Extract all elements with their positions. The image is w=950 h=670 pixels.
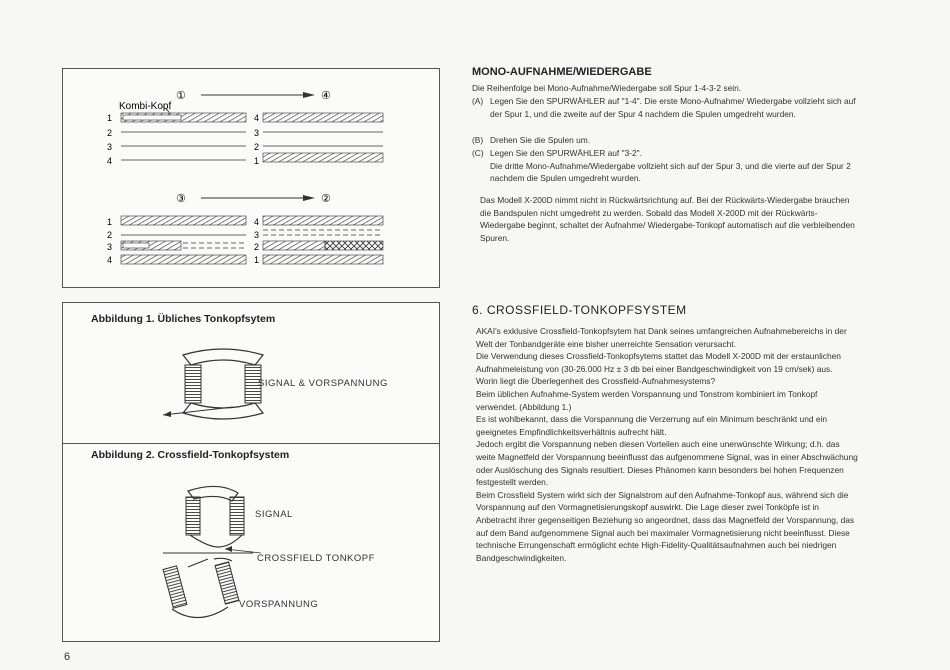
track-recorded — [263, 153, 383, 162]
track-number: 1 — [254, 255, 260, 265]
track-number: 4 — [254, 113, 260, 123]
track-number: 2 — [254, 142, 260, 152]
track-number: 4 — [107, 255, 113, 265]
head-gap — [123, 115, 181, 120]
track-erased — [325, 241, 383, 250]
track-number: 4 — [254, 217, 260, 227]
track-number: 4 — [107, 156, 113, 166]
track-number: 3 — [107, 142, 113, 152]
marker-1: ① — [176, 90, 186, 102]
mono-intro: Die Reihenfolge bei Mono-Aufnahme/Wiedergabe soll Spur 1-4-3-2 sein. — [472, 83, 742, 93]
mono-item-c — [472, 147, 862, 187]
track-number: 1 — [107, 217, 113, 227]
head-label: Kombi-Kopf — [119, 101, 172, 112]
figure1-label: SIGNAL & VORSPANNUNG — [258, 378, 388, 389]
arrow-head-top — [303, 92, 315, 98]
track-recorded — [121, 216, 246, 225]
track-layout-diagram — [63, 69, 439, 287]
marker-4: ④ — [321, 90, 331, 102]
track-number: 3 — [107, 242, 113, 252]
mono-heading: MONO-AUFNAHME/WIEDERGABE — [472, 66, 652, 78]
track-number: 2 — [107, 128, 113, 138]
crossfield-body: AKAI's exklusive Crossfield-Tonkopfsytem hat Dank seines umfangreichen Aufnahmebereichs in der Welt der Tonbandgeräte eine bisher unerreichte Sensation verursacht. Die Verwendung dieses Crossfield-Tonkopfsytems stattet das Modell X-200D mit der erstaunlichen Aufnahmeleistung von (30-26.000 Hz ± 3 db bei einer Bandgeschwindigkeit von 19 cm/sek) aus. Worin liegt die Überlegenheit des Crossfield-Aufnahmesystems? Beim üblichen Aufnahme-System werden Vorspannung und Tonstrom kombiniert im Tonkopf verwendet. (Abbildung 1.) Es ist wohlbekannt, dass die Vorspannung die Verzerrung auf ein Minimum beschränkt und ein geeignetes Empfindlichkeitsverhältnis aufrecht hält. Jedoch ergibt die Vorspannung neben diesen Vorteilen auch eine unerwünschte Wirkung; d.h. das weite Magnetfeld der Vorspannung beeinflusst das aufgenommene Signal, was in einer Abschwächung oder Auslöschung des Signals resultiert. Dieses Phänomen kann besonders bei hohen Frequenzen festgestellt werden. Beim Crossfield System wirkt sich der Signalstrom auf den Aufnahme-Tonkopf aus, während sich die Vorspannung auf den Vormagnetisierungskopf auswirkt. Die Lage dieser zwei Tonköpfe ist in Anbetracht ihrer gegenseitigen Beziehung so angeordnet, dass das Magnetfeld der Vorspannung, das auf dem Band aufgenommene Signal auch bei maximaler Vormagnetisierung nicht beeinflusst. Diese technische Errungenschaft ermöglicht echte High-Fidelity-Qualitätsaufnahmen auch bei niedrigen Bandgeschwindigkeiten. — [476, 326, 858, 563]
item-text: Drehen Sie die Spulen um. — [490, 135, 591, 145]
mono-note: Das Modell X-200D nimmt nicht in Rückwärtsrichtung auf. Bei der Rückwärts-Wiedergabe brauchen die Bandspulen nicht umgedreht zu werden. Sobald das Modell X-200D mit der Rückwärts-Wiedergabe beginnt, schaltet der Aufnahme/ Wiedergabe-Tonkopf automatisch auf die verbleibenden Spuren. — [480, 195, 858, 243]
item-text: Legen Sie den SPURWÄHLER auf "1-4". Die erste Mono-Aufnahme/ Wiedergabe vollzieht sich auf der Spur 1, und die zweite auf der Spur 4 nachdem die Spulen umgedreht wurden. — [490, 96, 858, 119]
item-mark: (A) — [472, 96, 484, 106]
item-text: Legen Sie den SPURWÄHLER auf "3-2". Die dritte Mono-Aufnahme/Wiedergabe vollzieht sich auf der Spur 3, und die vierte auf der Spur 2 nachdem die Spulen umgedreht wurden. — [490, 148, 851, 184]
arrow-head-bottom — [303, 195, 315, 201]
page-number: 6 — [64, 651, 71, 663]
crossfield-heading: 6. CROSSFIELD-TONKOPFSYSTEM — [472, 303, 687, 317]
marker-3: ③ — [176, 193, 186, 205]
track-recorded — [263, 113, 383, 122]
track-recorded — [263, 241, 325, 250]
track-recorded — [263, 255, 383, 264]
head-gap — [123, 243, 149, 248]
item-mark: (C) — [472, 148, 484, 158]
track-number: 1 — [254, 156, 260, 166]
item-mark: (B) — [472, 135, 484, 145]
track-number: 3 — [254, 230, 260, 240]
figure2-caption: Abbildung 2. Crossfield-Tonkopfsystem — [91, 449, 290, 461]
track-number: 2 — [254, 242, 260, 252]
figure-divider — [63, 443, 439, 444]
track-number: 1 — [107, 113, 113, 123]
track-number: 3 — [254, 128, 260, 138]
head-system-figures — [62, 302, 440, 642]
mono-item-a — [472, 95, 862, 135]
figure2-label-crossfield: CROSSFIELD TONKOPF — [257, 553, 375, 564]
track-recorded — [263, 216, 383, 225]
figure1-caption: Abbildung 1. Übliches Tonkopfsytem — [91, 313, 276, 325]
figure2-label-bias: VORSPANNUNG — [239, 599, 319, 610]
figure2-label-signal: SIGNAL — [255, 509, 293, 520]
track-layout-figure — [62, 68, 440, 288]
track-recorded — [121, 255, 246, 264]
track-number: 2 — [107, 230, 113, 240]
marker-2: ② — [321, 193, 331, 205]
mono-item-b — [472, 134, 862, 148]
